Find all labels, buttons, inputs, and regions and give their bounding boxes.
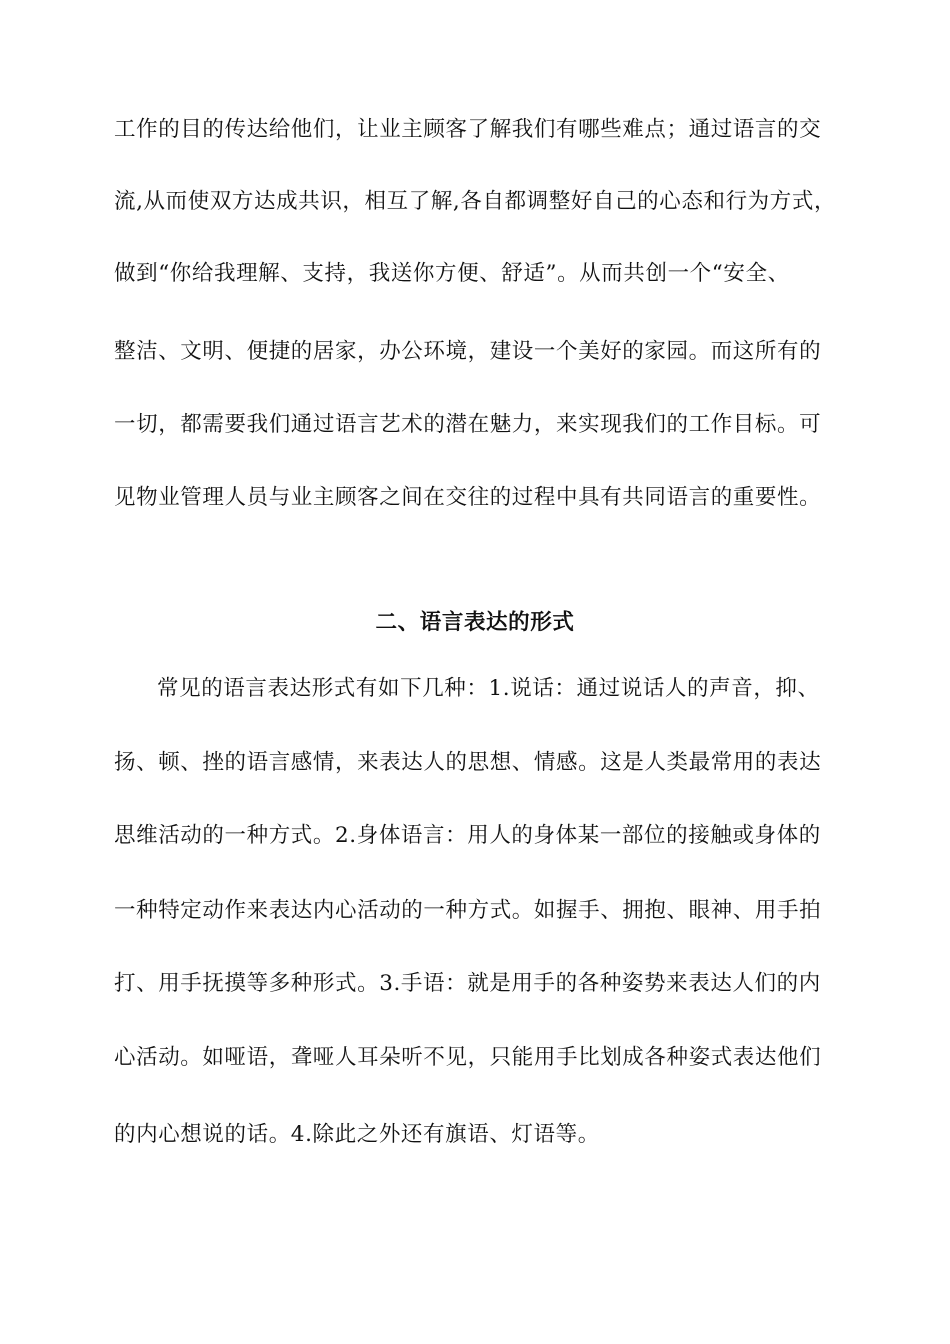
section-heading: 二、语言表达的形式 — [375, 610, 575, 635]
paragraph-line: 工作的目的传达给他们，让业主顾客了解我们有哪些难点；通过语言的交 — [114, 117, 822, 142]
paragraph-line: 流,从而使双方达成共识，相互了解,各自都调整好自己的心态和行为方式， — [114, 189, 837, 214]
paragraph-line: 见物业管理人员与业主顾客之间在交往的过程中具有共同语言的重要性。 — [114, 485, 822, 510]
paragraph-line: 的内心想说的话。4.除此之外还有旗语、灯语等。 — [114, 1122, 600, 1147]
paragraph-line: 整洁、文明、便捷的居家，办公环境，建设一个美好的家园。而这所有的 — [114, 339, 822, 364]
paragraph-line: 做到“你给我理解、支持，我送你方便、舒适”。从而共创一个“安全、 — [114, 261, 790, 286]
paragraph-line: 打、用手抚摸等多种形式。3.手语：就是用手的各种姿势来表达人们的内 — [114, 971, 821, 996]
paragraph-line: 思维活动的一种方式。2.身体语言：用人的身体某一部位的接触或身体的 — [114, 823, 821, 848]
paragraph-line: 一切，都需要我们通过语言艺术的潜在魅力，来实现我们的工作目标。可 — [114, 412, 822, 437]
paragraph-line: 扬、顿、挫的语言感情，来表达人的思想、情感。这是人类最常用的表达 — [114, 750, 822, 775]
paragraph-line: 心活动。如哑语，聋哑人耳朵听不见，只能用手比划成各种姿式表达他们 — [114, 1045, 822, 1070]
paragraph-line: 常见的语言表达形式有如下几种：1.说话：通过说话人的声音，抑、 — [157, 676, 820, 701]
paragraph-line: 一种特定动作来表达内心活动的一种方式。如握手、拥抱、眼神、用手拍 — [114, 898, 822, 923]
